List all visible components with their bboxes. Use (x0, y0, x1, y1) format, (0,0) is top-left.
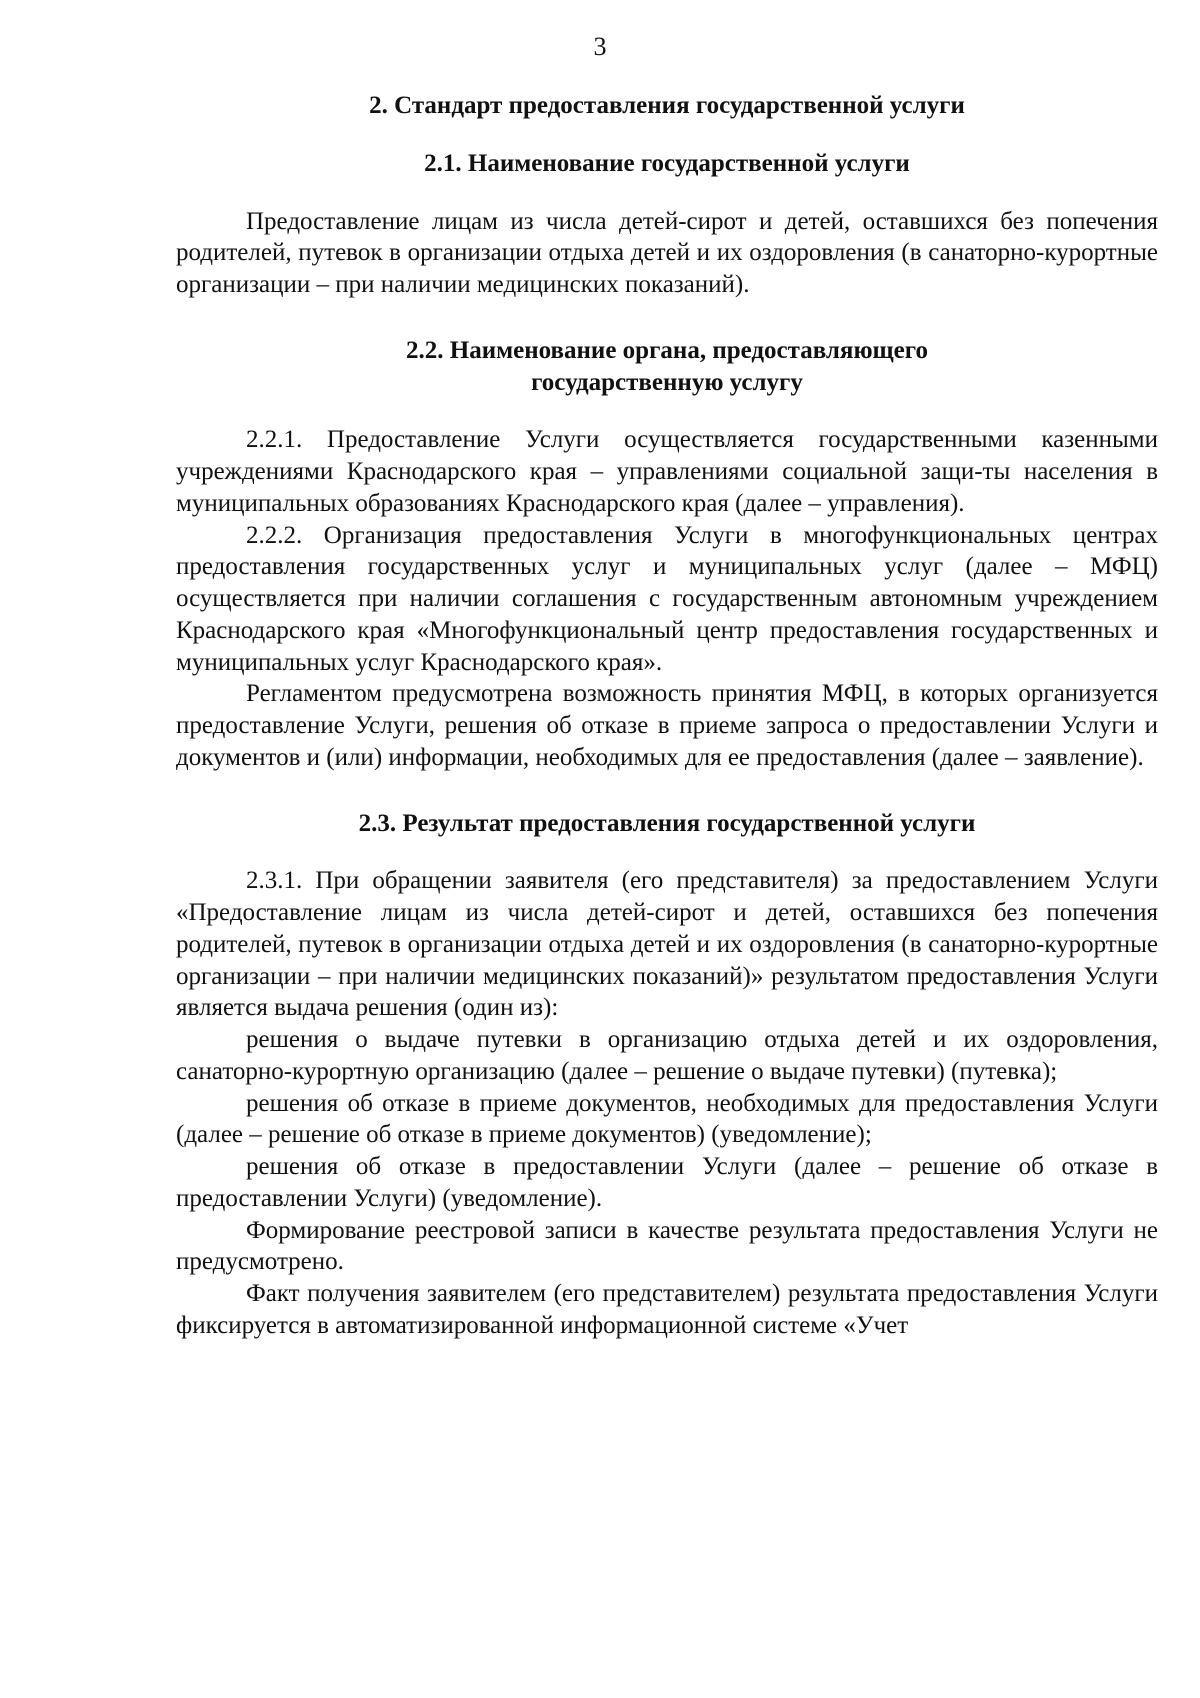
paragraph-2-2-2: 2.2.2. Организация предоставления Услуги в многофункциональных центрах предоставления государственных услуг и муниципальных услуг (далее – МФЦ) осуществляется при наличии соглашения с государственным автономным учреждением Краснодарского края «Многофункциональный центр предоставления государственных и муниципальных услуг Краснодарского края». (176, 521, 1158, 676)
paragraph-registry-record: Формирование реестровой записи в качестве результата предоставления Услуги не предусмотрено. (176, 1216, 1158, 1276)
decision-item-refusal-documents: решения об отказе в приеме документов, необходимых для предоставления Услуги (далее – решение об отказе в приеме документов) (уведомление); (176, 1089, 1158, 1149)
decision-item-voucher: решения о выдаче путевки в организацию отдыха детей и их оздоровления, санаторно-курортную организацию (далее – решение о выдаче путевки) (путевка); (176, 1026, 1158, 1085)
decision-item-refusal-service: решения об отказе в предоставлении Услуги (далее – решение об отказе в предоставлении Услуги) (уведомление). (176, 1153, 1158, 1212)
section-heading-2: 2. Стандарт предоставления государственной услуги (369, 92, 965, 119)
section-heading-2-1: 2.1. Наименование государственной услуги (424, 149, 910, 177)
paragraph-2-1: Предоставление лицам из числа детей-сирот и детей, оставшихся без попечения родителей, путевок в организации отдыха детей и их оздоровления (в санаторно-курортные организации – при наличии медицинских показаний). (176, 207, 1158, 298)
paragraph-2-2-1: 2.2.1. Предоставление Услуги осуществляется государственными казенными учреждениями Краснодарского края – управлениями социальной защи-ты населения в муниципальных образованиях Краснодарского края (далее – управления). (176, 426, 1158, 517)
section-heading-2-2-line2: государственную услугу (531, 368, 803, 396)
document-body (176, 86, 1158, 1342)
section-heading-2-2-line1: 2.2. Наименование органа, предоставляющего (406, 336, 928, 364)
paragraph-regulation: Регламентом предусмотрена возможность принятия МФЦ, в которых организуется предоставление Услуги, решения об отказе в приеме запроса о предоставлении Услуги и документов и (или) информации, необходимых для ее предоставления (далее – заявление). (176, 680, 1158, 771)
page-number: 3 (593, 32, 607, 61)
paragraph-2-3-1: 2.3.1. При обращении заявителя (его представителя) за предоставлением Услуги «Предоставление лицам из числа детей-сирот и детей, оставшихся без попечения родителей, путевок в организации отдыха детей и их оздоровления (в санаторно-курортные организации – при наличии медицинских показаний)» результатом предоставления Услуги является выдача решения (один из): (176, 867, 1158, 1022)
paragraph-receipt-fact: Факт получения заявителем (его представителем) результата предоставления Услуги фиксируется в автоматизированной информационной системе «Учет (176, 1280, 1158, 1339)
section-heading-2-3: 2.3. Результат предоставления государственной услуги (358, 809, 976, 837)
